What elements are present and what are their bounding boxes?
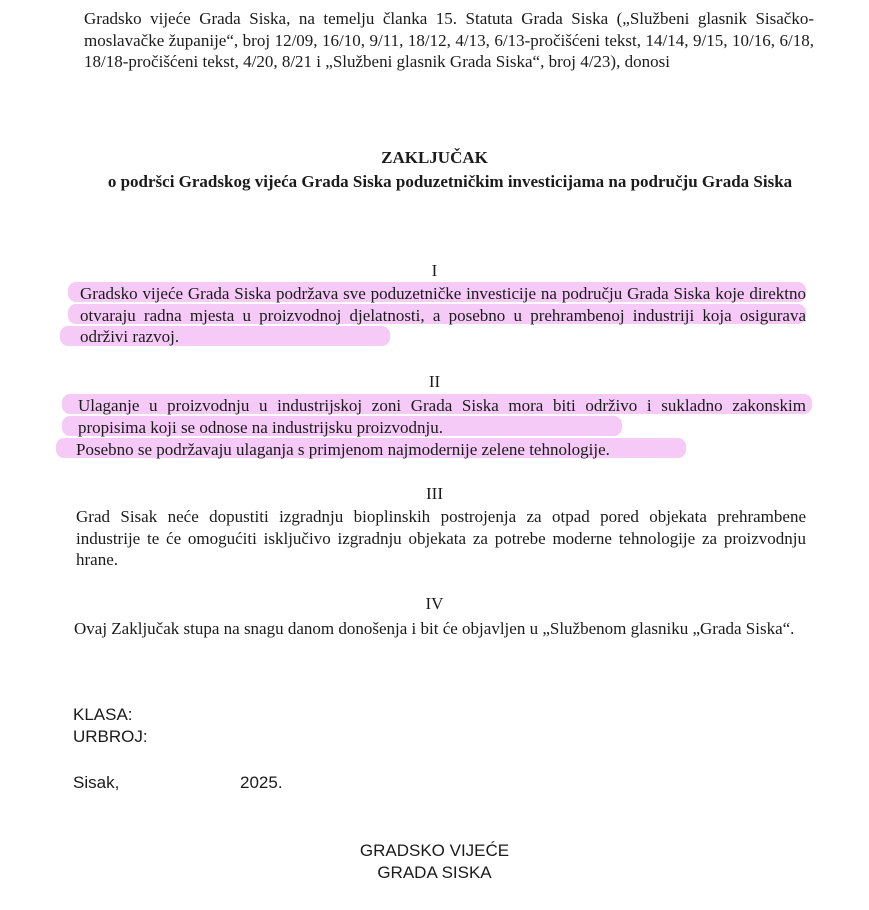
section-number-2: II	[428, 372, 441, 391]
place-label: Sisak,	[73, 773, 120, 792]
council-name-line1: GRADSKO VIJEĆE	[359, 841, 510, 860]
document-subtitle: o podršci Gradskog vijeća Grada Siska poduzetničkim investicijama na području Grada Siska	[107, 172, 793, 191]
intro-paragraph: Gradsko vijeće Grada Siska, na temelju članka 15. Statuta Grada Siska („Službeni glasnik Sisačko-moslavačke županije“, broj 12/09, 16/10, 9/11, 18/12, 4/13, 6/13-pročišćeni tekst, 14/14, 9/15, 10/16, 6/18, 18/18-pročišćeni tekst, 4/20, 8/21 i „Službeni glasnik Grada Siska“, broj 4/23), donosi	[84, 9, 814, 71]
document-title: ZAKLJUČAK	[381, 148, 488, 167]
section-number-1: I	[431, 261, 438, 280]
section-text-3: Grad Sisak neće dopustiti izgradnju bioplinskih postrojenja za otpad pored objekata prehrambene industrije te će omogućiti isključivo izgradnju objekata za potrebe moderne tehnologije za proizvodnju hrane.	[76, 507, 806, 569]
year-label: 2025.	[240, 773, 283, 792]
section-text-2: Ulaganje u proizvodnju u industrijskoj zoni Grada Siska mora biti održivo i sukladno zakonskim propisima koji se odnose na industrijsku proizvodnju.	[78, 396, 806, 437]
klasa-label: KLASA:	[73, 705, 133, 724]
section-number-3: III	[426, 484, 443, 503]
section-number-4: IV	[425, 594, 444, 613]
section-text-4: Ovaj Zaključak stupa na snagu danom donošenja i bit će objavljen u „Službenom glasniku „Grada Siska“.	[74, 619, 795, 638]
council-name-line2: GRADA SISKA	[377, 863, 492, 882]
section-text-1: Gradsko vijeće Grada Siska podržava sve poduzetničke investicije na području Grada Siska koje direktno otvaraju radna mjesta u proizvodnoj djelatnosti, a posebno u prehrambenoj industriji koja osigurava održivi razvoj.	[80, 284, 806, 346]
urbroj-label: URBROJ:	[73, 727, 148, 746]
section-text-2b: Posebno se podržavaju ulaganja s primjenom najmodernije zelene tehnologije.	[76, 440, 610, 459]
